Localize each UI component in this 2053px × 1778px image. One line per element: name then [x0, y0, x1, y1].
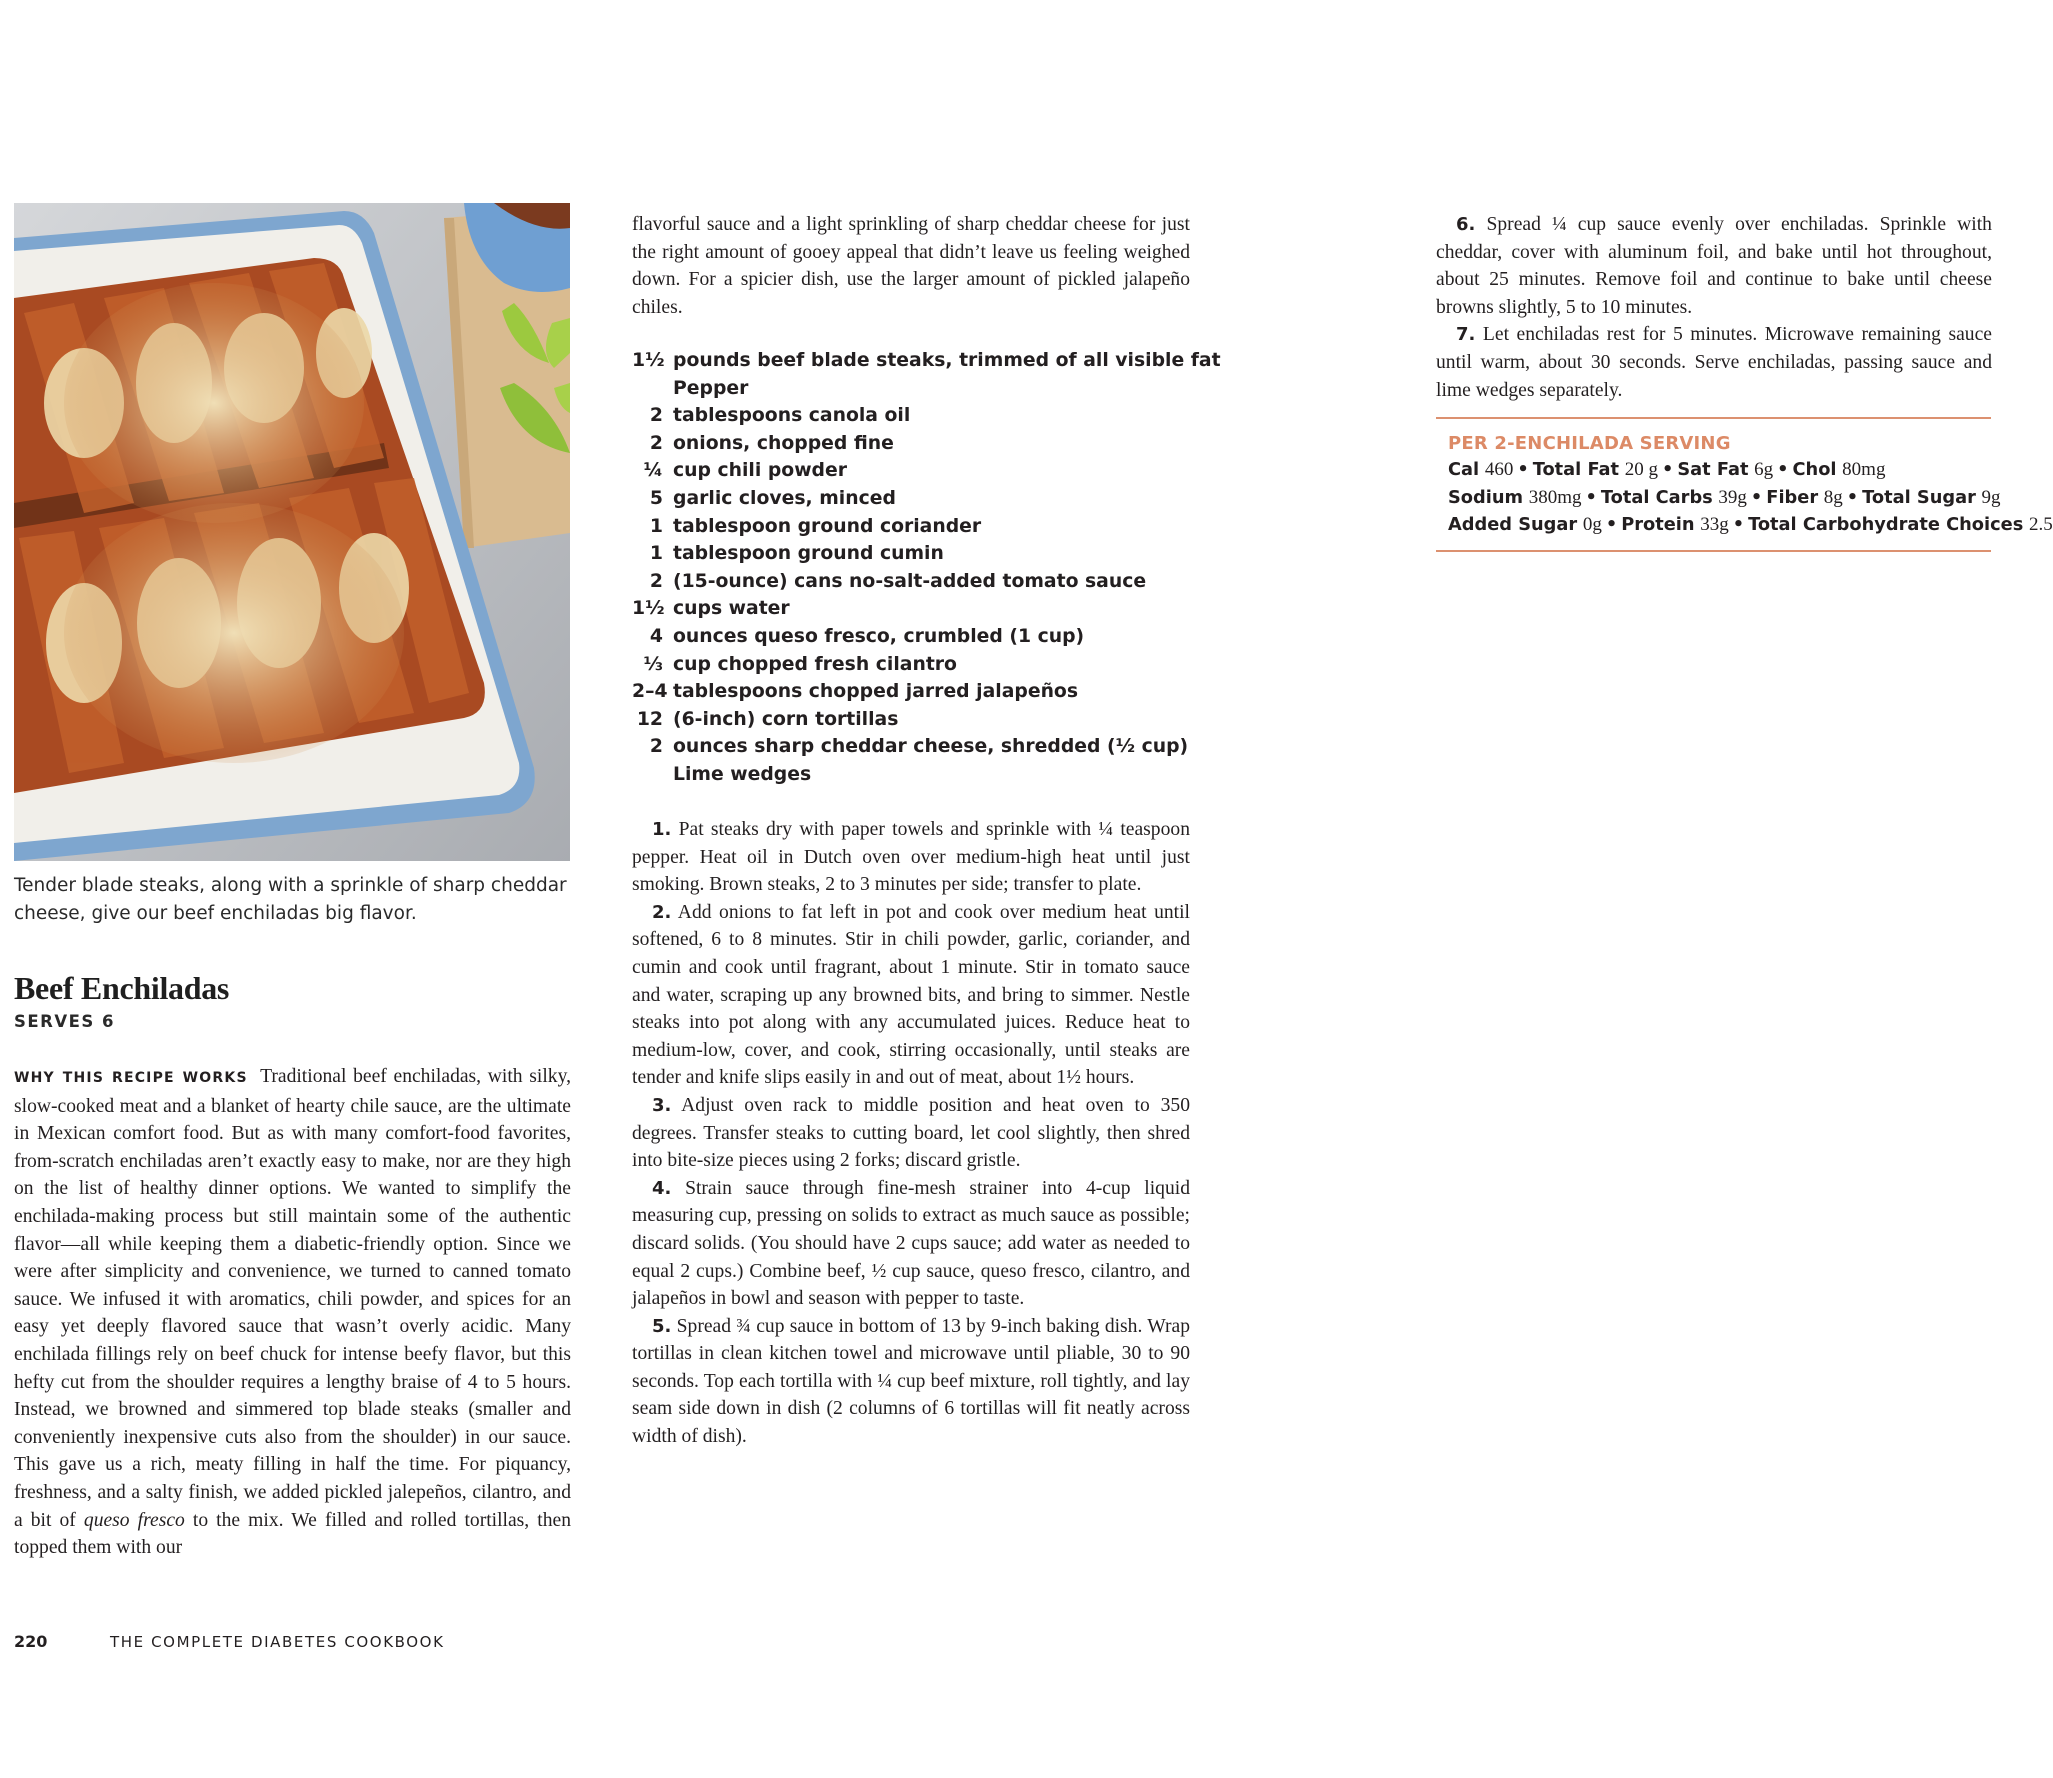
nutrient-value: 9g	[1981, 486, 2001, 508]
step-2	[632, 899, 1190, 1092]
ingredient-text: (15-ounce) cans no-salt-added tomato sauce	[673, 570, 1147, 592]
nutrient-label: Total Carbs	[1600, 486, 1713, 508]
ingredient-quantity: 1½	[632, 350, 665, 371]
ingredient-text: Pepper	[673, 377, 749, 399]
why-italic-term: queso fresco	[83, 1509, 185, 1531]
enchiladas-photo-illustration	[14, 203, 570, 861]
ingredient-text: tablespoons canola oil	[673, 405, 911, 427]
nutrient-value: 6g	[1754, 459, 1774, 480]
ingredient-item	[632, 568, 1192, 596]
ingredient-text: onions, chopped fine	[673, 432, 894, 454]
step-number: 3.	[652, 1094, 672, 1116]
bullet-separator-icon: •	[1585, 486, 1597, 508]
nutrient-label: Sodium	[1448, 486, 1524, 508]
nutrient-value: 39g	[1718, 486, 1747, 508]
nutrient-label: Added Sugar	[1448, 514, 1578, 536]
recipe-title: Beef Enchiladas	[14, 970, 230, 1006]
ingredient-quantity: 2	[649, 432, 663, 454]
why-this-recipe-works	[14, 1063, 571, 1562]
ingredient-list	[632, 347, 1221, 789]
ingredient-text: cup chopped fresh cilantro	[673, 653, 957, 675]
ingredient-text: (6-inch) corn tortillas	[673, 708, 899, 730]
nutrient-value: 20 g	[1624, 459, 1658, 480]
bullet-separator-icon: •	[1846, 486, 1859, 508]
step-7	[1436, 321, 1992, 404]
ingredient-item	[632, 513, 1192, 541]
step-number: 5.	[652, 1315, 672, 1337]
nutrient-label: Total Fat	[1532, 459, 1620, 480]
step-text: Add onions to fat left in pot and cook over medium heat until softened, 6 to 8 minutes. Stir in chili powder, garlic, coriander, and cumin and cook until fragrant, about 1 minute. Stir in tomato sauce and water, scraping up any browned bits, and bring to simmer. Nestle steaks into pot along with any accumulated juices. Reduce heat to medium-low, cover, and cook, stirring occasionally, until steaks are tender and knife slips easily in and out of meat, about 1½ hours.	[632, 901, 1190, 1089]
ingredient-quantity: 2	[649, 570, 663, 592]
step-number: 6.	[1456, 214, 1476, 235]
ingredient-text: pounds beef blade steaks, trimmed of all visible fat	[673, 350, 1221, 371]
ingredient-text: garlic cloves, minced	[673, 487, 896, 509]
step-5	[632, 1313, 1190, 1451]
ingredient-item	[632, 706, 1192, 734]
bullet-separator-icon: •	[1605, 514, 1618, 536]
ingredient-quantity: 1	[649, 515, 663, 537]
ingredient-item	[632, 761, 1192, 789]
running-head: THE COMPLETE DIABETES COOKBOOK	[110, 1633, 445, 1651]
photo-caption: Tender blade steaks, along with a sprinkle of sharp cheddar cheese, give our beef enchiladas big flavor.	[14, 875, 567, 924]
nutrient-label: Protein	[1621, 514, 1695, 536]
page-number: 220	[14, 1632, 48, 1651]
ingredient-item	[632, 485, 1192, 513]
nutrition-title: PER 2-ENCHILADA SERVING	[1448, 433, 1731, 454]
step-number: 4.	[652, 1177, 672, 1199]
step-number: 7.	[1456, 324, 1476, 346]
nutrient-value: 8g	[1823, 486, 1843, 508]
step-number: 2.	[652, 901, 672, 923]
nutrition-facts	[1448, 456, 2053, 539]
ingredient-text: cups water	[673, 598, 790, 620]
ingredient-item	[632, 430, 1192, 458]
bullet-separator-icon: •	[1517, 459, 1529, 480]
ingredient-text: tablespoon ground cumin	[673, 543, 944, 565]
nutrition-line	[1448, 484, 2001, 512]
ingredient-quantity: 1½	[632, 598, 665, 620]
ingredient-quantity: 4	[649, 625, 663, 647]
step-3	[632, 1092, 1190, 1175]
nutrient-label: Total Carbohydrate Choices	[1748, 514, 2024, 536]
step-text: Spread ¾ cup sauce in bottom of 13 by 9-inch baking dish. Wrap tortillas in clean kitchen towel and microwave until pliable, 30 to 90 seconds. Top each tortilla with ¼ cup beef mixture, roll tightly, and lay seam side down in dish (2 columns of 6 tortillas will fit neatly across width of dish).	[632, 1315, 1190, 1448]
bullet-separator-icon: •	[1732, 514, 1745, 536]
bullet-separator-icon: •	[1777, 459, 1789, 480]
ingredient-item	[632, 540, 1192, 568]
ingredient-text: cup chili powder	[673, 460, 847, 482]
ingredient-text: ounces queso fresco, crumbled (1 cup)	[673, 625, 1085, 647]
ingredient-quantity	[632, 375, 663, 403]
ingredient-quantity: 2–4	[632, 681, 668, 703]
steps-list-right	[1436, 211, 1992, 404]
steps-list-left	[632, 816, 1190, 1451]
ingredient-quantity: 2	[649, 405, 663, 427]
ingredient-text: ounces sharp cheddar cheese, shredded (½ cup)	[673, 736, 1189, 758]
step-1	[632, 816, 1190, 899]
nutrient-value: 33g	[1700, 514, 1729, 536]
ingredient-quantity: 12	[636, 708, 663, 730]
nutrient-value: 0g	[1582, 514, 1602, 536]
nutrition-line	[1448, 456, 1991, 484]
bullet-separator-icon: •	[1750, 486, 1763, 508]
nutrient-value: 380mg	[1528, 486, 1582, 508]
bullet-separator-icon: •	[1661, 459, 1674, 480]
step-4	[632, 1175, 1190, 1313]
why-text-part-2: to the mix. We filled and rolled tortillas, then topped them with our	[14, 1509, 571, 1559]
why-label: WHY THIS RECIPE WORKS	[14, 1070, 248, 1086]
recipe-photo	[14, 203, 570, 861]
why-text-part-1: Traditional beef enchiladas, with silky, slow-cooked meat and a blanket of hearty chile sauce, are the ultimate in Mexican comfort food. But as with many comfort-food favorites, from-scratch enchiladas aren’t exactly easy to make, nor are they high on the list of healthy dinner options. We wanted to simplify the enchilada-making process but still maintain some of the authentic flavor—all while keeping them a diabetic-friendly option. Since we were after simplicity and convenience, we turned to canned tomato sauce. We infused it with aromatics, chili powder, and spices for an easy yet deeply flavored sauce that wasn’t overly acidic. Many enchilada fillings rely on beef chuck for intense beefy flavor, but this hefty cut from the shoulder requires a lengthy braise of 4 to 5 hours. Instead, we browned and simmered top blade steaks (smaller and conveniently inexpensive cuts also from the shoulder) in our sauce. This gave us a rich, meaty filling in half the time. For piquancy, freshness, and a salty finish, we added pickled jalepeños, cilantro, and a bit of	[14, 1066, 572, 1531]
nutrient-label: Total Sugar	[1862, 486, 1976, 508]
serves-count: SERVES 6	[14, 1012, 116, 1031]
nutrient-label: Chol	[1792, 459, 1837, 480]
ingredient-item	[632, 651, 1192, 679]
nutrition-box	[1436, 417, 2053, 552]
ingredient-quantity: 1	[649, 543, 663, 565]
step-text: Pat steaks dry with paper towels and sprinkle with ¼ teaspoon pepper. Heat oil in Dutch oven over medium-high heat until just smoking. Brown steaks, 2 to 3 minutes per side; transfer to plate.	[632, 819, 1190, 896]
ingredient-item	[632, 347, 1221, 375]
step-number: 1.	[652, 819, 672, 840]
nutrient-label: Sat Fat	[1677, 459, 1749, 480]
ingredient-item	[632, 375, 1192, 403]
nutrient-value: 2.5	[2028, 514, 2053, 536]
ingredient-quantity: 2	[649, 736, 663, 758]
nutrient-value: 460	[1484, 459, 1514, 480]
ingredient-item	[632, 402, 1192, 430]
ingredient-item	[632, 623, 1192, 651]
ingredient-quantity: 5	[649, 487, 663, 509]
ingredient-quantity: ¼	[643, 460, 663, 482]
ingredient-text: tablespoon ground coriander	[673, 515, 982, 537]
ingredient-item	[632, 595, 1192, 623]
ingredient-item	[632, 733, 1192, 761]
step-6	[1436, 211, 1992, 321]
step-text: Spread ¼ cup sauce evenly over enchiladas. Sprinkle with cheddar, cover with aluminum foil, and bake until hot throughout, about 25 minutes. Remove foil and continue to bake until cheese browns slightly, 5 to 10 minutes.	[1436, 214, 1992, 318]
ingredient-quantity: ⅓	[643, 653, 663, 675]
step-text: Let enchiladas rest for 5 minutes. Microwave remaining sauce until warm, about 30 seconds. Serve enchiladas, passing sauce and lime wedges separately.	[1436, 324, 1992, 401]
nutrition-line	[1448, 511, 2053, 539]
nutrient-value: 80mg	[1842, 459, 1886, 480]
why-text-continued: flavorful sauce and a light sprinkling of sharp cheddar cheese for just the right amount of gooey appeal that didn’t leave us feeling weighed down. For a spicier dish, use the larger amount of pickled jalapeño chiles.	[632, 214, 1190, 318]
ingredient-item	[632, 678, 1192, 706]
step-text: Strain sauce through fine-mesh strainer into 4-cup liquid measuring cup, pressing on solids to extract as much sauce as possible; discard solids. (You should have 2 cups sauce; add water as needed to equal 2 cups.) Combine beef, ½ cup sauce, queso fresco, cilantro, and jalapeños in bowl and season with pepper to taste.	[632, 1177, 1190, 1310]
ingredient-text: Lime wedges	[673, 763, 812, 785]
nutrient-label: Cal	[1448, 459, 1480, 480]
ingredient-text: tablespoons chopped jarred jalapeños	[673, 681, 1079, 703]
ingredient-quantity	[632, 761, 663, 789]
step-text: Adjust oven rack to middle position and heat oven to 350 degrees. Transfer steaks to cutting board, let cool slightly, then shred into bite-size pieces using 2 forks; discard gristle.	[632, 1094, 1190, 1172]
ingredient-item	[632, 457, 1192, 485]
nutrient-label: Fiber	[1766, 486, 1819, 508]
